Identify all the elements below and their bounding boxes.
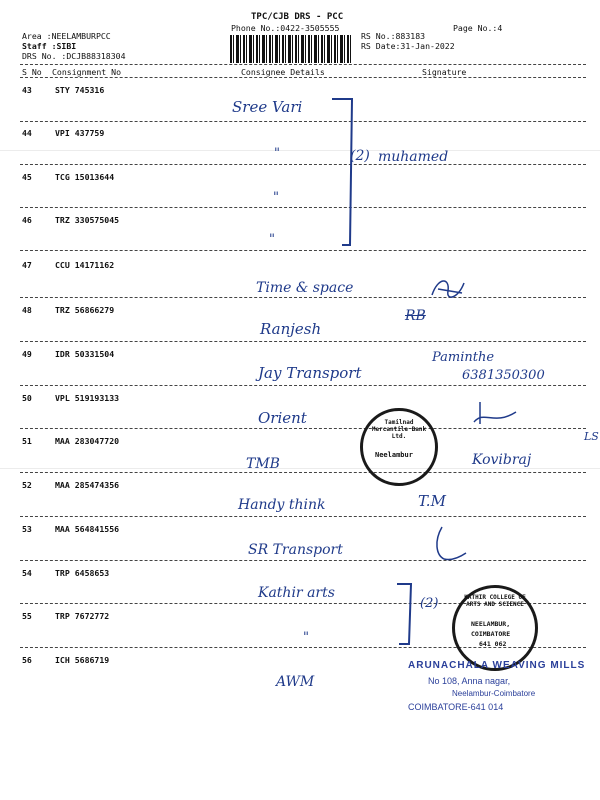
page-number: Page No.:4 <box>453 23 503 33</box>
college-stamp-line: NEELAMBUR, <box>471 620 511 628</box>
row-divider <box>20 250 586 251</box>
row-consignment: TCG 15013644 <box>55 172 115 182</box>
area-field: Area :NEELAMBURPCC <box>22 31 111 41</box>
col-sno: S No <box>22 67 42 77</box>
consignee-handwriting: TMB <box>246 456 280 472</box>
row-sno: 50 <box>22 393 32 403</box>
row-sno: 47 <box>22 260 32 270</box>
consignee-handwriting: SR Transport <box>248 542 343 558</box>
row-consignment: TRP 6458653 <box>55 568 110 578</box>
college-stamp <box>452 585 538 671</box>
consignee-handwriting: Sree Vari <box>232 98 303 116</box>
row-consignment: TRP 7672772 <box>55 611 110 621</box>
college-stamp-line: 641 062 <box>479 640 507 648</box>
bracket-mark <box>330 95 360 250</box>
company-stamp-line: COIMBATORE-641 014 <box>408 702 504 712</box>
row-consignment: IDR 50331504 <box>55 349 115 359</box>
consignee-handwriting: Time & space <box>256 280 354 296</box>
signature-handwriting: T.M <box>418 492 446 510</box>
row-consignment: VPL 519193133 <box>55 393 120 403</box>
row-divider <box>20 207 586 208</box>
row-sno: 55 <box>22 611 32 621</box>
row-sno: 48 <box>22 305 32 315</box>
signature-scribble <box>428 525 468 565</box>
row-consignment: VPI 437759 <box>55 128 105 138</box>
row-sno: 54 <box>22 568 32 578</box>
col-consignee: Consignee Details <box>241 67 325 77</box>
college-stamp-line: COIMBATORE <box>471 630 511 638</box>
signature-scribble <box>470 400 520 430</box>
signature-handwriting: Kovibraj <box>472 452 532 468</box>
signature-count-mark: (2) <box>350 148 370 164</box>
consignee-handwriting: AWM <box>276 674 315 690</box>
row-divider <box>20 560 586 561</box>
row-sno: 52 <box>22 480 32 490</box>
row-consignment: TRZ 56866279 <box>55 305 115 315</box>
consignee-handwriting: " <box>273 190 279 205</box>
rs-date: RS Date:31-Jan-2022 <box>361 41 455 51</box>
row-divider <box>20 341 586 342</box>
company-stamp-line: No 108, Anna nagar, <box>428 676 511 686</box>
col-consignment: Consignment No <box>52 67 122 77</box>
row-sno: 43 <box>22 85 32 95</box>
signature-count-mark: (2) <box>420 596 439 611</box>
row-divider <box>20 516 586 517</box>
bank-stamp-text: Tamilnad Mercantile Bank Ltd. <box>371 419 427 440</box>
bank-stamp-inner: Neelambur <box>375 451 413 459</box>
signature-scribble <box>428 275 468 303</box>
row-consignment: MAA 285474356 <box>55 480 120 490</box>
row-divider <box>20 472 586 473</box>
report-title: TPC/CJB DRS - PCC <box>251 12 344 22</box>
bracket-mark <box>395 580 419 650</box>
consignee-handwriting: " <box>303 630 309 645</box>
signature-handwriting: muhamed <box>378 149 449 165</box>
row-divider <box>20 385 586 386</box>
row-divider <box>20 164 586 165</box>
consignee-handwriting: Kathir arts <box>258 585 335 601</box>
divider <box>20 64 586 65</box>
row-consignment: ICH 5686719 <box>55 655 110 665</box>
divider <box>20 77 586 78</box>
scan-artifact <box>0 468 600 469</box>
rs-number: RS No.:883183 <box>361 31 426 41</box>
consignee-handwriting: Handy think <box>238 497 326 513</box>
row-sno: 56 <box>22 655 32 665</box>
signature-phone: 6381350300 <box>462 368 545 383</box>
consignee-handwriting: Jay Transport <box>258 364 362 382</box>
row-consignment: TRZ 330575045 <box>55 215 120 225</box>
staff-field: Staff :SIBI <box>22 41 77 51</box>
bank-stamp <box>360 408 438 486</box>
signature-handwriting: Paminthe <box>432 350 495 365</box>
row-sno: 51 <box>22 436 32 446</box>
consignee-handwriting: " <box>269 232 275 247</box>
signature-handwriting: RB <box>405 308 426 324</box>
phone-number: Phone No.:0422-3505555 <box>231 23 340 33</box>
row-sno: 53 <box>22 524 32 534</box>
company-stamp-line: ARUNACHALA WEAVING MILLS <box>408 660 586 671</box>
row-consignment: MAA 283047720 <box>55 436 120 446</box>
row-divider <box>20 297 586 298</box>
row-consignment: CCU 14171162 <box>55 260 115 270</box>
drs-number: DRS No. :DCJB88318304 <box>22 51 126 61</box>
row-sno: 45 <box>22 172 32 182</box>
consignee-handwriting: " <box>274 146 280 161</box>
row-sno: 46 <box>22 215 32 225</box>
row-sno: 49 <box>22 349 32 359</box>
consignee-handwriting: Ranjesh <box>260 320 322 338</box>
company-stamp-line: Neelambur-Coimbatore <box>452 689 536 698</box>
row-consignment: STY 745316 <box>55 85 105 95</box>
row-sno: 44 <box>22 128 32 138</box>
scan-artifact <box>0 150 600 151</box>
col-signature: Signature <box>422 67 467 77</box>
row-divider <box>20 121 586 122</box>
margin-mark: LS <box>584 430 599 443</box>
consignee-handwriting: Orient <box>258 409 307 427</box>
barcode <box>230 35 353 63</box>
college-stamp-text: KATHIR COLLEGE OF ARTS AND SCIENCE <box>464 594 526 608</box>
row-consignment: MAA 564841556 <box>55 524 120 534</box>
